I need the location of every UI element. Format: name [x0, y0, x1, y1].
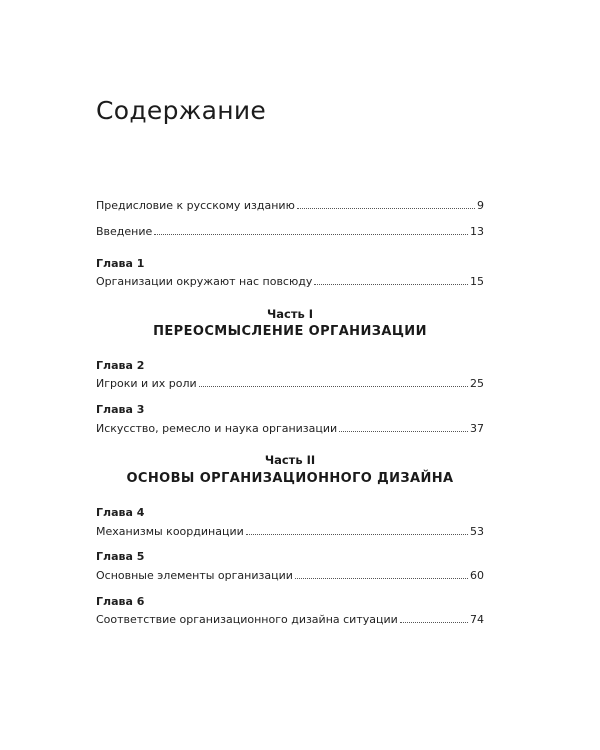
- page-title: Содержание: [96, 96, 267, 125]
- toc-entry-text: Игроки и их роли: [96, 377, 197, 390]
- toc-entry-chapter-4[interactable]: [96, 521, 484, 537]
- dot-leader: [246, 534, 468, 535]
- part-label: Часть II: [264, 453, 316, 467]
- dot-leader: [339, 431, 468, 432]
- toc-entry-text: Механизмы координации: [96, 525, 244, 538]
- toc-entry-text: Введение: [96, 225, 153, 238]
- toc-page-number: 13: [470, 225, 484, 238]
- toc-entry-text: Предисловие к русскому изданию: [96, 199, 295, 212]
- toc-entry-chapter-3[interactable]: [96, 418, 484, 434]
- chapter-label: Глава 1: [96, 257, 145, 270]
- toc-entry-chapter-1[interactable]: [96, 271, 484, 287]
- toc-entry-preface[interactable]: [96, 195, 484, 211]
- chapter-label: Глава 2: [96, 359, 145, 372]
- toc-page-number: 60: [470, 569, 484, 582]
- dot-leader: [154, 234, 468, 235]
- toc-entry-text: Соответствие организационного дизайна ситуации: [96, 613, 398, 626]
- toc-entry-introduction[interactable]: [96, 221, 484, 237]
- toc-page-number: 37: [470, 422, 484, 435]
- toc-entry-chapter-2[interactable]: [96, 373, 484, 389]
- toc-entry-text: Основные элементы организации: [96, 569, 293, 582]
- toc-page-number: 9: [477, 199, 484, 212]
- toc-page-number: 25: [470, 377, 484, 390]
- part-title: ОСНОВЫ ОРГАНИЗАЦИОННОГО ДИЗАЙНА: [126, 471, 454, 486]
- dot-leader: [314, 284, 468, 285]
- chapter-label: Глава 6: [96, 595, 145, 608]
- toc-entry-text: Искусство, ремесло и наука организации: [96, 422, 338, 435]
- toc-entry-chapter-5[interactable]: [96, 565, 484, 581]
- part-title: ПЕРЕОСМЫСЛЕНИЕ ОРГАНИЗАЦИИ: [153, 324, 427, 339]
- chapter-label: Глава 3: [96, 403, 145, 416]
- toc-entry-chapter-6[interactable]: [96, 609, 484, 625]
- toc-page-number: 74: [470, 613, 484, 626]
- dot-leader: [295, 578, 468, 579]
- dot-leader: [199, 386, 468, 387]
- toc-page-number: 15: [470, 275, 484, 288]
- dot-leader: [297, 208, 475, 209]
- dot-leader: [400, 622, 468, 623]
- chapter-label: Глава 5: [96, 550, 145, 563]
- chapter-label: Глава 4: [96, 506, 145, 519]
- toc-page-number: 53: [470, 525, 484, 538]
- toc-entry-text: Организации окружают нас повсюду: [96, 275, 313, 288]
- part-label: Часть I: [266, 307, 314, 321]
